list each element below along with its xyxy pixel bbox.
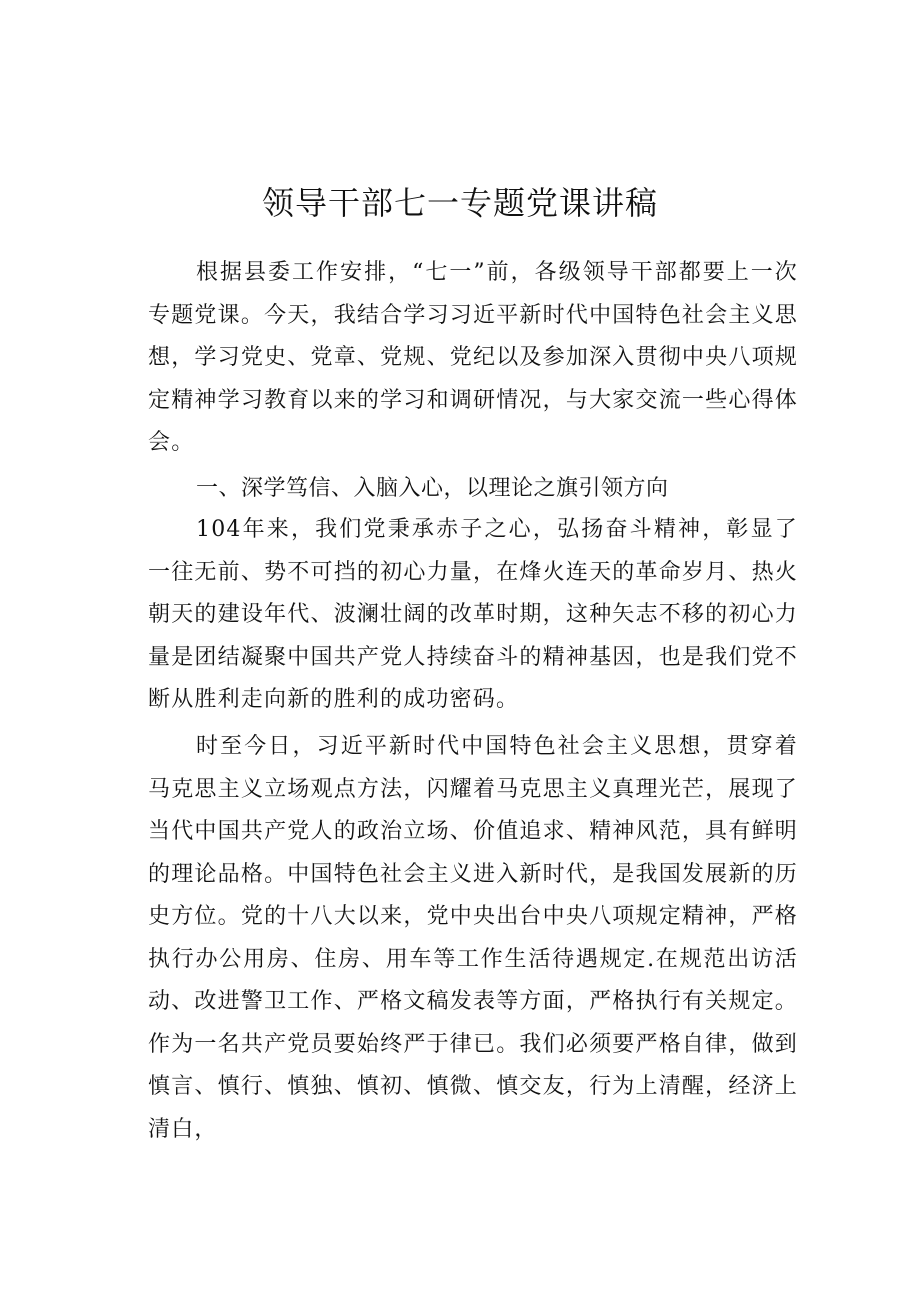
section-heading: 一、深学笃信、入脑入心，以理论之旗引领方向 — [196, 476, 669, 501]
body-paragraph: 104年来，我们党秉承赤子之心，弘扬奋斗精神，彰显了一往无前、势不可挡的初心力量，在烽火连天的革命岁月、热火朝天的建设年代、波澜壮阔的改革时期，这种矢志不移的初心力量是团结凝聚中国共产党人持续奋斗的精神基因，也是我们党不断从胜利走向新的胜利的成功密码。 — [148, 517, 798, 712]
document-title: 领导干部七一专题党课讲稿 — [261, 184, 658, 223]
intro-paragraph: 根据县委工作安排，“七一”前，各级领导干部都要上一次专题党课。今天，我结合学习习近平新时代中国特色社会主义思想，学习党史、党章、党规、党纪以及参加深入贯彻中央八项规定精神学习教育以来的学习和调研情况，与大家交流一些心得体会。 — [148, 260, 798, 455]
body-paragraph: 时至今日，习近平新时代中国特色社会主义思想，贯穿着马克思主义立场观点方法，闪耀着马克思主义真理光芒，展现了当代中国共产党人的政治立场、价值追求、精神风范，具有鲜明的理论品格。中国特色社会主义进入新时代，是我国发展新的历史方位。党的十八大以来，党中央出台中央八项规定精神，严格执行办公用房、住房、用车等工作生活待遇规定.在规范出访活动、改进警卫工作、严格文稿发表等方面，严格执行有关规定。作为一名共产党员要始终严于律已。我们必须要严格自律，做到慎言、慎行、慎独、慎初、慎微、慎交友，行为上清醒，经济上清白， — [148, 734, 798, 1142]
